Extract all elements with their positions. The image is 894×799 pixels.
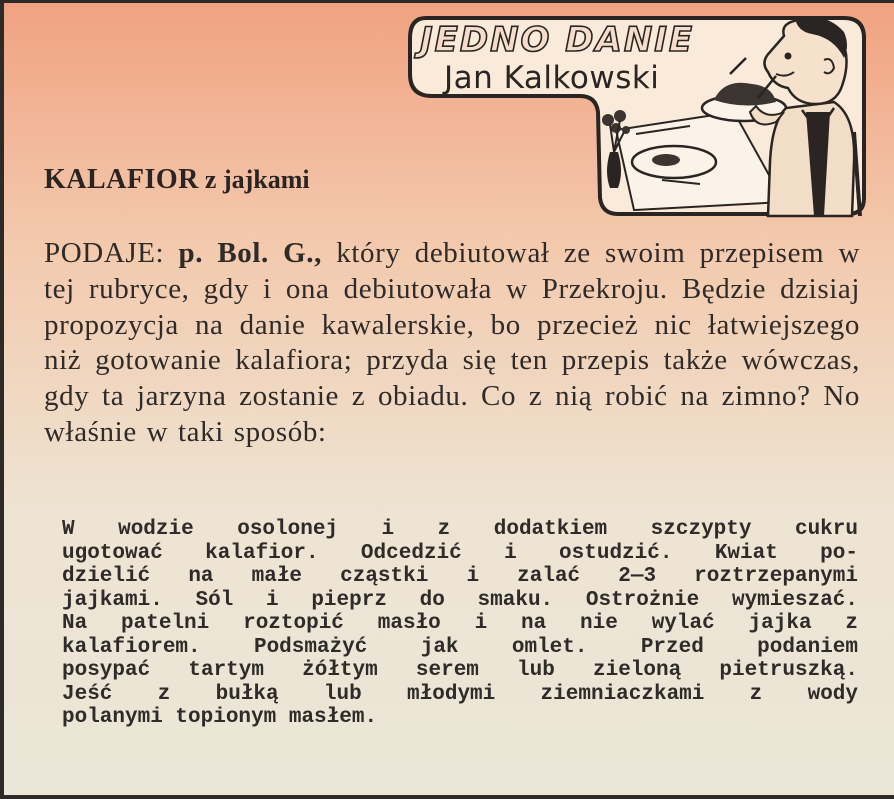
recipe-line: kalafiorem. Podsmażyć jak omlet. Przed podaniem (62, 635, 858, 659)
recipe-line: jajkami. Sól i pieprz do smaku. Ostrożnie wymieszać. (62, 588, 858, 612)
author-name: Jan Kalkowski (444, 60, 660, 96)
recipe-line: W wodzie osolonej i z dodatkiem szczypty cukru (62, 518, 858, 541)
recipe-line: ugotować kalafior. Odcedzić i ostudzić. Kwiat po- (62, 541, 858, 565)
intro-submitter: p. Bol. G., (178, 237, 322, 269)
recipe-line: Jeść z bułką lub młodymi ziemniaczkami z wody (62, 682, 858, 706)
recipe-line: posypać tartym żółtym serem lub zieloną pietruszką. (62, 659, 858, 682)
recipe-line: dzielić na małe cząstki i zalać 2—3 roztrzepanymi (62, 565, 858, 588)
recipe-line: polanymi topionym masłem. (62, 706, 378, 729)
dish-title-sub: z jajkami (204, 165, 310, 194)
dish-title-main: KALAFIOR (44, 164, 199, 195)
intro-text: który debiutował ze swoim przepisem w tej rubryce, gdy i ona debiutowała w Przekroju. Będzie dzisiaj propozycja na danie kawalerskie, bo przecież nic łatwiejszego niż gotowanie kalafiora; przyda się ten przepis także wówczas, gdy ta jarzyna zostanie z obiadu. Co z nią robić na zimno? No właśnie w taki sposób: (44, 237, 860, 448)
series-title: JEDNO DANIE (420, 20, 695, 60)
intro-lead: PODAJE: (44, 237, 165, 269)
recipe-line: Na patelni roztopić masło i na nie wylać jajka z (62, 612, 858, 635)
